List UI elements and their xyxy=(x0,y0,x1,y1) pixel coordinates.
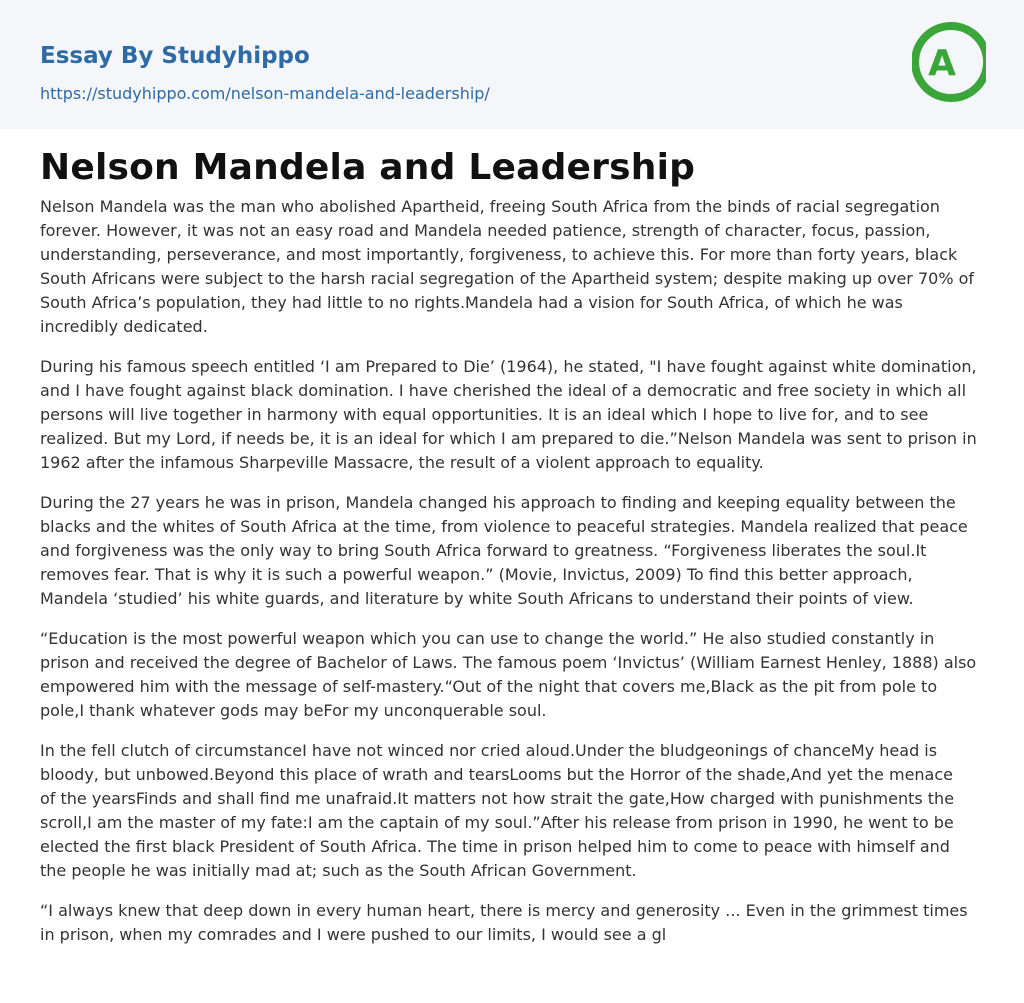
article-paragraph: “Education is the most powerful weapon which you can use to change the world.” He also studied constantly in prison and received the degree of Bachelor of Laws. The famous poem ‘Invictus’ (William Earnest Henley, 1888) also empowered him with the message of self-mastery.“Out of the night that covers me,Black as the pit from pole to pole,I thank whatever gods may beFor my unconquerable soul. xyxy=(40,629,977,720)
article-paragraph: In the fell clutch of circumstanceI have not winced nor cried aloud.Under the bludgeonings of chanceMy head is bloody, but unbowed.Beyond this place of wrath and tearsLooms but the Horror of the shade,And yet the menace of the yearsFinds and shall find me unafraid.It matters not how strait the gate,How charged with punishments the scroll,I am the master of my fate:I am the captain of my soul.”After his release from prison in 1990, he went to be elected the first black President of South Africa. The time in prison helped him to come to peace with himself and the people he was initially mad at; such as the South African Government. xyxy=(40,741,955,880)
site-brand[interactable]: Essay By Studyhippo xyxy=(40,43,310,69)
article-title: Nelson Mandela and Leadership xyxy=(40,147,696,188)
page-url-link[interactable]: https://studyhippo.com/nelson-mandela-and-leadership/ xyxy=(40,84,490,103)
article-paragraph: “I always knew that deep down in every human heart, there is mercy and generosity ... Even in the grimmest times in prison, when my comrades and I were pushed to our limits, I would see a gl xyxy=(40,901,968,944)
article-paragraph: During the 27 years he was in prison, Mandela changed his approach to finding and keeping equality between the blacks and the whites of South Africa at the time, from violence to peaceful strategies. Mandela realized that peace and forgiveness was the only way to bring South Africa forward to greatness. “Forgiveness liberates the soul.It removes fear. That is why it is such a powerful weapon.” (Movie, Invictus, 2009) To find this better approach, Mandela ‘studied’ his white guards, and literature by white South Africans to understand their points of view. xyxy=(40,493,968,608)
site-header xyxy=(0,0,1024,129)
studyhippo-logo-icon[interactable] xyxy=(912,19,986,105)
logo-letter: A xyxy=(928,43,956,84)
article-body xyxy=(0,145,1024,947)
article-paragraph: During his famous speech entitled ‘I am Prepared to Die’ (1964), he stated, "I have fought against white domination, and I have fought against black domination. I have cherished the ideal of a democratic and free society in which all persons will live together in harmony with equal opportunities. It is an ideal which I hope to live for, and to see realized. But my Lord, if needs be, it is an ideal for which I am prepared to die.”Nelson Mandela was sent to prison in 1962 after the infamous Sharpeville Massacre, the result of a violent approach to equality. xyxy=(40,357,977,472)
article-paragraph: Nelson Mandela was the man who abolished Apartheid, freeing South Africa from the binds of racial segregation forever. However, it was not an easy road and Mandela needed patience, strength of character, focus, passion, understanding, perseverance, and most importantly, forgiveness, to achieve this. For more than forty years, black South Africans were subject to the harsh racial segregation of the Apartheid system; despite making up over 70% of South Africa’s population, they had little to no rights.Mandela had a vision for South Africa, of which he was incredibly dedicated. xyxy=(40,197,975,336)
